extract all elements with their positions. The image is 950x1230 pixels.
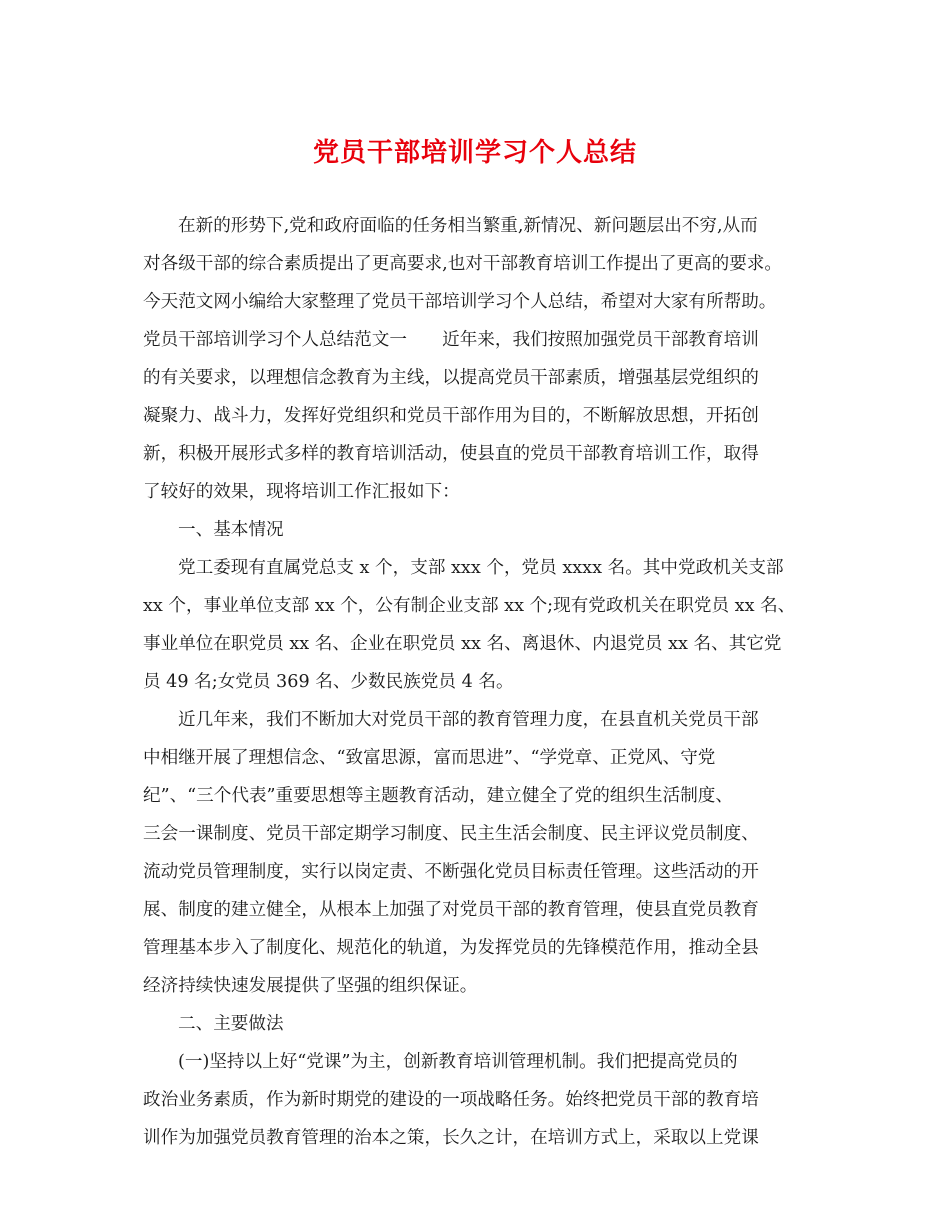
paragraph-line: 事业单位在职党员 xx 名、企业在职党员 xx 名、离退休、内退党员 xx 名、其它党 (143, 634, 782, 654)
section-heading: 二、主要做法 (178, 1014, 284, 1034)
paragraph-line: xx 个，事业单位支部 xx 个，公有制企业支部 xx 个;现有党政机关在职党员 xx 名、 (143, 596, 796, 616)
paragraph-line: 展、制度的建立健全，从根本上加强了对党员干部的教育管理，使县直党员教育 (143, 900, 759, 920)
document-title: 党员干部培训学习个人总结 (312, 138, 637, 168)
paragraph-line: 流动党员管理制度，实行以岗定责、不断强化党员目标责任管理。这些活动的开 (143, 862, 759, 882)
paragraph-line: 新，积极开展形式多样的教育培训活动，使县直的党员干部教育培训工作，取得 (143, 444, 759, 464)
paragraph-line: 政治业务素质，作为新时期党的建设的一项战略任务。始终把党员干部的教育培 (143, 1090, 759, 1110)
paragraph-line: 在新的形势下,党和政府面临的任务相当繁重,新情况、新问题层出不穷,从而 (178, 216, 758, 236)
paragraph-line: 训作为加强党员教育管理的治本之策，长久之计，在培训方式上，采取以上党课 (143, 1128, 759, 1148)
paragraph-line: 了较好的效果，现将培训工作汇报如下： (143, 482, 460, 502)
paragraph-line: 凝聚力、战斗力，发挥好党组织和党员干部作用为目的，不断解放思想，开拓创 (143, 406, 759, 426)
paragraph-line: 今天范文网小编给大家整理了党员干部培训学习个人总结，希望对大家有所帮助。 (143, 292, 777, 312)
paragraph-line: 纪”、“三个代表”重要思想等主题教育活动，建立健全了党的组织生活制度、 (143, 786, 733, 806)
paragraph-line: 经济持续快速发展提供了坚强的组织保证。 (143, 976, 478, 996)
paragraph-line: 管理基本步入了制度化、规范化的轨道，为发挥党员的先锋模范作用，推动全县 (143, 938, 759, 958)
paragraph-line: 近几年来，我们不断加大对党员干部的教育管理力度，在县直机关党员干部 (178, 710, 759, 730)
paragraph-line: 党员干部培训学习个人总结范文一 近年来，我们按照加强党员干部教育培训 (143, 330, 759, 350)
paragraph-line: 党工委现有直属党总支 x 个，支部 xxx 个，党员 xxxx 名。其中党政机关支部 (178, 558, 784, 578)
paragraph-line: 三会一课制度、党员干部定期学习制度、民主生活会制度、民主评议党员制度、 (143, 824, 759, 844)
section-heading: 一、基本情况 (178, 520, 284, 540)
paragraph-line: 中相继开展了理想信念、“致富思源，富而思进”、“学党章、正党风、守党 (143, 748, 716, 768)
paragraph-line: 对各级干部的综合素质提出了更高要求,也对干部教育培训工作提出了更高的要求。 (143, 254, 782, 274)
paragraph-line: 员 49 名;女党员 369 名、少数民族党员 4 名。 (143, 672, 514, 692)
paragraph-line: 的有关要求，以理想信念教育为主线，以提高党员干部素质，增强基层党组织的 (143, 368, 759, 388)
document-body (143, 207, 843, 1157)
paragraph-line: (一)坚持以上好“党课”为主，创新教育培训管理机制。我们把提高党员的 (178, 1052, 738, 1072)
